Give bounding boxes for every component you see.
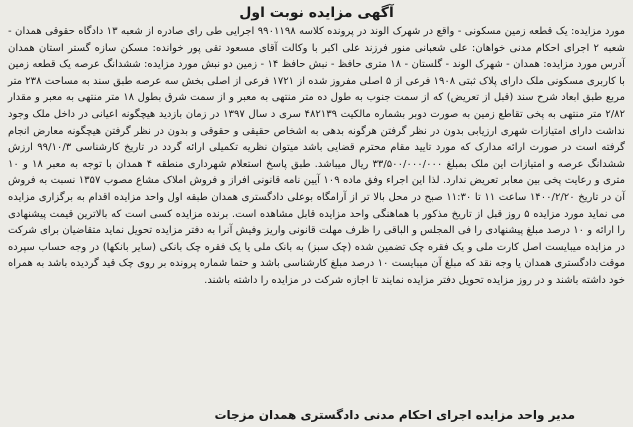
- notice-title: آگهی مزایده نوبت اول: [239, 5, 394, 21]
- notice-body: مورد مزایده: یک قطعه زمین مسکونی - واقع در شهرک الوند در پرونده کلاسه ۹۹۰۱۱۹۸ اجرایی طی رای صادره از شعبه ۱۳ دادگاه حقوقی همدان - شعبه ۲ اجرای احکام مدنی خواهان: علی شعبانی منور فرزند علی اکبر با وکالت آقای مسعود تقی پور خوانده: مسکن سازه گستر استان همدان آدرس مورد مزایده: همدان - شهرک الوند - گلستان - ۱۸ متری حافظ - نبش حافظ ۱۴ - زمین دو نبش مورد مزایده: ششدانگ عرصه یک قطعه زمین با کاربری مسکونی ملک دارای پلاک ثبتی ۱۹۰۸ فرعی از ۵ اصلی مفروز شده از ۱۷۲۱ فرعی از اصلی بخش سه عرصه طبق سند به مساحت ۲۳۸ متر مربع طبق ابعاد شرح سند (قبل از تعریض) که از سمت جنوب به طول ده متر منتهی به معبر و از سمت شرق بطول ۱۸ متر منتهی به معبر و مقدار ۲/۸۲ متر منتهی به پخی تقاطع زمین به صورت دوبر بشماره مالکیت ۴۸۲۱۳۹ سری د سال ۱۳۹۷ در زمان بازدید هیچگونه اعیانی در داخل ملک وجود نداشت دارای امتیازات شهری ارزیابی بدون در نظر گرفتن هرگونه بدهی به اشخاص حقیقی و حقوقی و بدون در نظر گرفتن هیچگونه معارض انجام گرفته است در صورت ارائه مدارک که مورد تایید مقام محترم قضایی باشد میتوان نظریه تکمیلی ارائه گردد در تاریخ کارشناسی ۹۹/۱۰/۳ ارزش ششدانگ عرصه و امتیازات این ملک بمبلغ ۳۳/۵۰۰/۰۰۰/۰۰۰ ریال میباشد. طبق پاسخ استعلام شهرداری منطقه ۴ همدان با توجه به معبر ۱۸ و ۱۰ متری و رعایت پخی بین معابر تعریض ندارد. لذا این اجراء وفق ماده ۱۰۹ آیین نامه قانونی افراز و فروش املاک مشاع مصوب ۱۳۵۷ نسبت به فروش آن در تاریخ ۱۴۰۰/۲/۲۰ ساعت ۱۱ تا ۱۱:۳۰ صبح در محل بالا تر از آرامگاه بوعلی دادگستری همدان طبقه اول واحد مزایده اقدام به برگزاری مزایده می نماید مورد مزایده ۵ روز قبل از تاریخ مذکور با هماهنگی واحد مزایده قابل مشاهده است. برنده مزایده کسی است که بالاترین قیمت پیشنهادی را ارائه و ۱۰ درصد مبلغ پیشنهادی را فی المجلس و الباقی را ظرف مهلت قانونی واریز وفیش آنرا به دفتر مزایده تحویل نماید متقاضیان برای شرکت در مزایده میبایست اصل کارت ملی و یک فقره چک تضمین شده (چک سبز) به بانک ملی یا یک فقره چک بانکی (سایر بانکها) در وجه حساب سپرده موقت دادگستری همدان یا وجه نقد که مبلغ آن میبایست ۱۰ درصد مبلغ کارشناسی باشد و حتما شماره پرونده بر روی چک قید گردیده باشد به همراه خود داشته باشند و در روز مزایده تحویل دفتر مزایده نمایند تا اجازه شرکت در مزایده را داشته باشند.: [8, 26, 626, 286]
- notice-signature: مدیر واحد مزایده اجرای احکام مدنی دادگستری همدان مزجات: [214, 408, 575, 422]
